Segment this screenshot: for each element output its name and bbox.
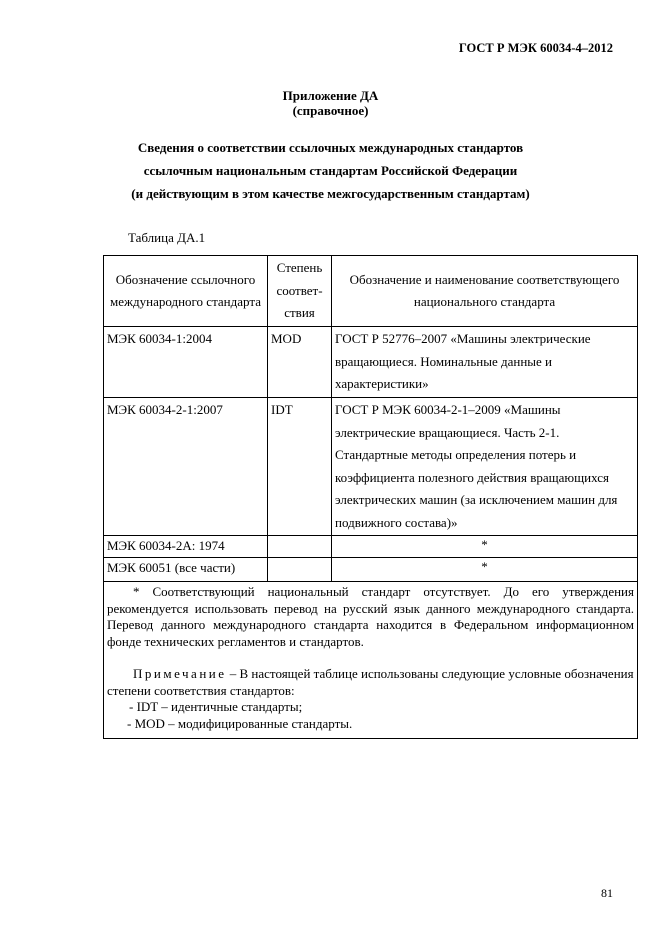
- appendix-subtitle: (справочное): [292, 103, 369, 118]
- table-footnote-row: [104, 582, 638, 739]
- note-item: - MOD – модифицированные стандарты.: [127, 715, 353, 731]
- table-row: [104, 558, 638, 582]
- table-caption: Таблица ДА.1: [128, 230, 206, 245]
- appendix-title: Приложение ДА: [282, 88, 379, 103]
- table-row: [104, 327, 638, 398]
- heading-line-3: (и действующим в этом качестве межгосударственным стандартам): [131, 186, 530, 201]
- footnote-cell: [104, 582, 638, 739]
- national-standard-cell: *: [332, 558, 638, 582]
- heading-line-1: Сведения о соответствии ссылочных международных стандартов: [137, 140, 524, 155]
- national-standard-cell: *: [332, 536, 638, 558]
- column-header: Обозначение и наименование соответствующего национального стандарта: [332, 256, 638, 327]
- intl-standard-cell: МЭК 60034-2-1:2007: [104, 398, 268, 536]
- column-header: Степень соответ-ствия: [268, 256, 332, 327]
- degree-cell: [268, 536, 332, 558]
- footnote-text: * Соответствующий национальный стандарт отсутствует. До его утверждения рекомендуется использовать перевод на русский язык данного международного стандарта. Перевод данного международного стандарта находится в Федеральном информационном фонде технических регламентов и стандартов.: [107, 584, 634, 649]
- intl-standard-cell: МЭК 60051 (все части): [104, 558, 268, 582]
- intl-standard-cell: МЭК 60034-1:2004: [104, 327, 268, 398]
- heading-line-2: ссылочным национальным стандартам Российской Федерации: [143, 163, 518, 178]
- table-row: [104, 536, 638, 558]
- note: [107, 666, 634, 699]
- degree-cell: IDT: [268, 398, 332, 536]
- intl-standard-cell: МЭК 60034-2А: 1974: [104, 536, 268, 558]
- table-header-row: [104, 256, 638, 327]
- column-header: Обозначение ссылочного международного стандарта: [104, 256, 268, 327]
- national-standard-cell: ГОСТ Р МЭК 60034-2-1–2009 «Машины электрические вращающиеся. Часть 2-1. Стандартные методы определения потерь и коэффициента полезного действия вращающихся электрических машин (за исключением машин для подвижного состава)»: [332, 398, 638, 536]
- correspondence-table: [103, 255, 638, 739]
- document-header: ГОСТ Р МЭК 60034-4–2012: [458, 41, 613, 55]
- national-standard-cell: ГОСТ Р 52776–2007 «Машины электрические вращающиеся. Номинальные данные и характеристики»: [332, 327, 638, 398]
- note-label: Примечание: [133, 666, 227, 681]
- note-text: – В настоящей таблице использованы следующие условные обозначения степени соответствия стандартов:: [107, 666, 634, 698]
- page-number: 81: [601, 886, 613, 900]
- degree-cell: [268, 558, 332, 582]
- table-row: [104, 398, 638, 536]
- note-item: - IDT – идентичные стандарты;: [129, 699, 303, 714]
- degree-cell: MOD: [268, 327, 332, 398]
